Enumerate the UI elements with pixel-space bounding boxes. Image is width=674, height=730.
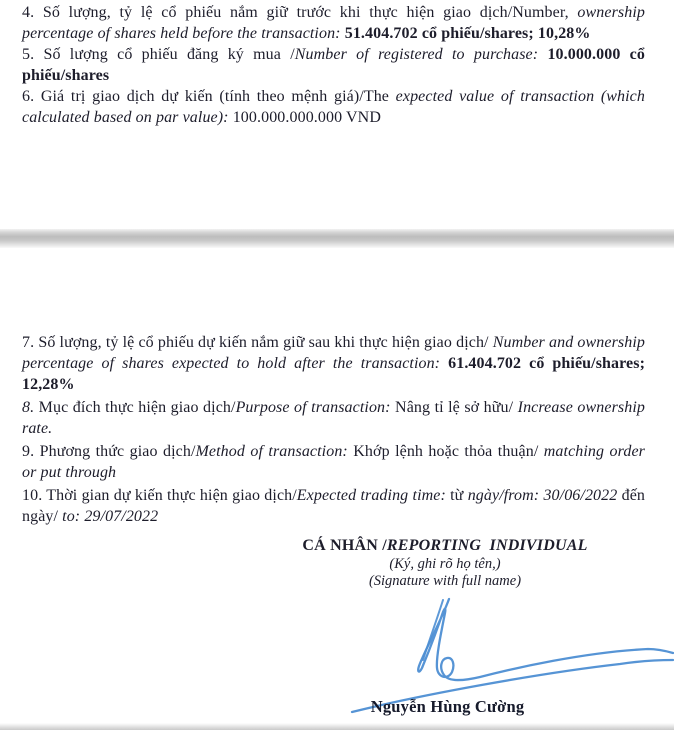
page-scan-divider — [0, 229, 674, 248]
signer-name: Nguyễn Hùng Cường — [370, 697, 525, 716]
text-run: Nâng tỉ lệ sở hữu/ — [395, 399, 518, 416]
text-run: expected value of transaction (which calculated based on par value): — [22, 88, 645, 126]
text-run: đến ngày/ — [22, 487, 645, 525]
text-run: to: 29/07/2022 — [62, 508, 159, 525]
text-run: ngày/from: 30/06/2022 — [467, 487, 622, 504]
paragraph-item-9 — [22, 441, 645, 483]
paragraph-item-10 — [22, 485, 645, 527]
signature-block — [255, 536, 635, 590]
signature-stroke-main — [418, 599, 673, 680]
text-run: 61.404.702 cổ phiếu/shares; 12,28% — [22, 355, 646, 393]
signature-note-english: (Signature with full name) — [368, 573, 522, 589]
text-run: Purpose of transaction: — [235, 399, 396, 416]
text-run: 4. Số lượng, tỷ lệ cổ phiếu nắm giữ trước khi thực hiện giao dịch/Number, — [22, 4, 578, 21]
text-run: Method of transaction: — [195, 443, 354, 460]
text-run: Number and ownership percentage of shares expected to hold after the transaction: — [22, 334, 645, 372]
text-run: Khớp lệnh hoặc thỏa thuận/ — [353, 443, 544, 460]
signature-title-vietnamese: CÁ NHÂN / — [302, 537, 387, 554]
text-run: 5. Số lượng cổ phiếu đăng ký mua / — [22, 46, 295, 63]
text-run: 9. Phương thức giao dịch/ — [22, 443, 196, 460]
text-run: 7. Số lượng, tỷ lệ cổ phiếu dự kiến nắm giữ sau khi thực hiện giao dịch/ — [22, 334, 493, 351]
text-run: 51.404.702 cổ phiếu/shares; 10,28% — [344, 25, 591, 42]
signature-title-english: REPORTING INDIVIDUAL — [386, 537, 588, 554]
text-run: từ — [450, 487, 468, 504]
text-run: 6. Giá trị giao dịch dự kiến (tính theo mệnh giá)/The — [22, 88, 396, 105]
text-run: 10.000.000 cổ phiếu/shares — [22, 46, 645, 84]
transaction-details-top-section — [22, 2, 645, 128]
text-run: Mục đích thực hiện giao dịch/ — [38, 399, 236, 416]
text-run: matching order or put through — [22, 443, 645, 481]
paragraph-item-6 — [22, 86, 645, 128]
text-run: ownership percentage of shares held before the transaction: — [22, 4, 645, 42]
text-run: 100.000.000.000 VND — [232, 109, 381, 126]
scan-bottom-shadow — [0, 723, 674, 730]
signature-title — [255, 536, 635, 556]
signature-stroke-double-vertical — [423, 600, 443, 660]
text-run: 8. — [22, 399, 39, 416]
text-run: 10. Thời gian dự kiến thực hiện giao dịch/ — [22, 487, 297, 504]
signature-note-vietnamese: (Ký, ghi rõ họ tên,) — [389, 556, 501, 572]
paragraph-item-7 — [22, 332, 645, 395]
text-run: Increase ownership rate. — [22, 399, 645, 437]
paragraph-item-4 — [22, 2, 645, 44]
paragraph-item-8 — [22, 397, 645, 439]
paragraph-item-5 — [22, 44, 645, 86]
text-run: Expected trading time: — [296, 487, 451, 504]
text-run: Number of registered to purchase: — [294, 46, 548, 63]
transaction-details-bottom-section — [22, 332, 645, 529]
